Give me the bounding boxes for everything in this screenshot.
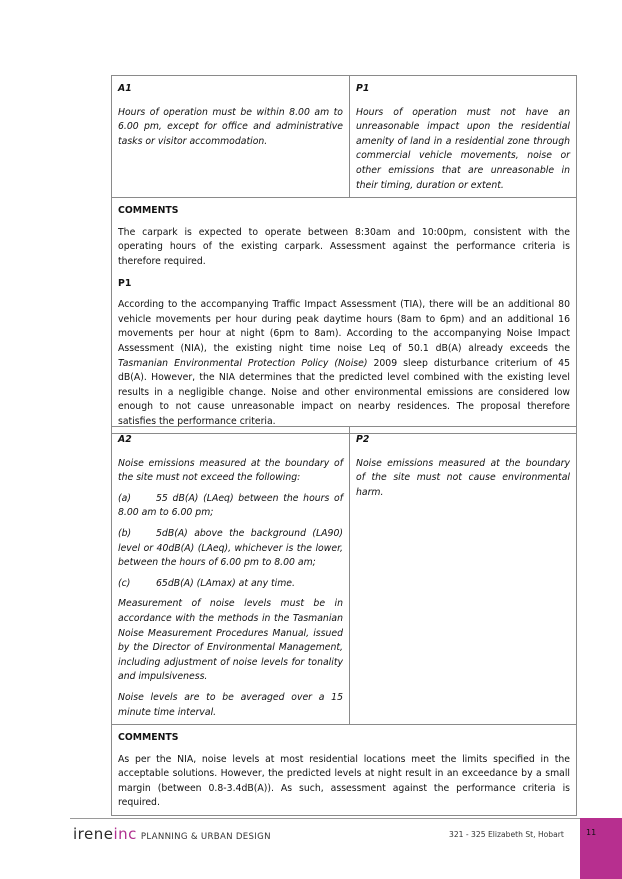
page-number: 11 [586,828,597,837]
list-item-text: 5dB(A) above the background (LA90) level or 40dB(A) (LAeq), whichever is the lower, between the hours of 6.00 pm to 8.00 am; [118,527,343,569]
acceptable-solution-intro: Noise emissions measured at the boundary of the site must not exceed the following: [118,457,343,484]
standards-row [112,427,576,724]
performance-criteria-header: P2 [356,434,370,445]
assessment-text-part1: According to the accompanying Traffic Impact Assessment (TIA), there will be an additional 80 vehicle movements per hour during peak daytime hours (8am to 6pm) and an additional 16 movements per hour at night (6pm to 8am). According to the accompanying Noise Impact Assessment (NIA), the existing night time noise Leq of 50.1 dB(A) already exceeds the [118,299,570,354]
assessment-paragraph [118,298,570,429]
acceptable-solution-header: A2 [118,434,132,445]
comments-section [112,724,576,815]
list-item [118,527,343,571]
acceptable-solution-header: A1 [118,83,132,94]
acceptable-solution-text: Hours of operation must be within 8.00 am to 6.00 pm, except for office and administrative tasks or visitor accommodation. [118,106,343,147]
list-item-text: 55 dB(A) (LAeq) between the hours of 8.00 am to 6.00 pm; [118,492,343,519]
list-item-text: 65dB(A) (LAmax) at any time. [156,577,295,589]
assessment-text-part2: 2009 sleep disturbance criterium of 45 dB(A). However, the NIA determines that the predicted level combined with the existing level results in a negligible change. Noise and other environmental emissions are considered low enough to not cause unreasonable impact on nearby residences. The proposal therefore satisfies the performance criteria. [118,357,570,427]
list-item [118,492,343,521]
measurement-text: Measurement of noise levels must be in accordance with the methods in the Tasmanian Noise Measurement Procedures Manual, issued by the Director of Environmental Management, including adjustment of noise levels for tonality and impulsiveness. [118,598,343,683]
logo-word-irene: irene [73,825,114,843]
logo-word-inc: inc [113,825,137,843]
company-logo [73,824,271,843]
performance-criteria-cell [350,76,576,197]
performance-criteria-text: Hours of operation must not have an unreasonable impact upon the residential amenity of land in a residential zone through commercial vehicle movements, noise or other emissions that are unreasonable in their timing, duration or extent. [356,106,570,191]
comments-header: COMMENTS [118,732,179,744]
list-item [118,577,343,592]
comments-subheader: P1 [118,277,132,289]
page-number-box [580,818,622,879]
list-item-label: (c) [118,577,131,589]
logo-tagline: PLANNING & URBAN DESIGN [140,832,271,842]
footer-address: 321 - 325 Elizabeth St, Hobart [449,830,564,839]
standard-table-a1-p1 [111,75,577,434]
policy-title: Tasmanian Environmental Protection Policy (Noise) [118,357,368,369]
standard-table-a2-p2 [111,426,577,816]
acceptable-solution-cell [112,76,350,197]
list-item-label: (b) [118,527,132,539]
performance-criteria-cell [350,427,576,724]
performance-criteria-text: Noise emissions measured at the boundary of the site must not cause environmental harm. [356,457,570,498]
comments-header: COMMENTS [118,205,179,217]
comments-section [112,197,576,433]
list-item-label: (a) [118,492,131,504]
footer-divider [70,818,580,819]
comments-paragraph: The carpark is expected to operate between 8:30am and 10:00pm, consistent with the operating hours of the existing carpark. Assessment against the performance criteria is therefore required. [118,226,570,267]
acceptable-solution-cell [112,427,350,724]
averaging-text: Noise levels are to be averaged over a 15 minute time interval. [118,691,343,718]
performance-criteria-header: P1 [356,83,370,94]
standards-row [112,76,576,197]
comments-paragraph: As per the NIA, noise levels at most residential locations meet the limits specified in the acceptable solutions. However, the predicted levels at night result in an exceedance by a small margin (between 0.8-3.4dB(A)). As such, assessment against the performance criteria is required. [118,753,570,809]
